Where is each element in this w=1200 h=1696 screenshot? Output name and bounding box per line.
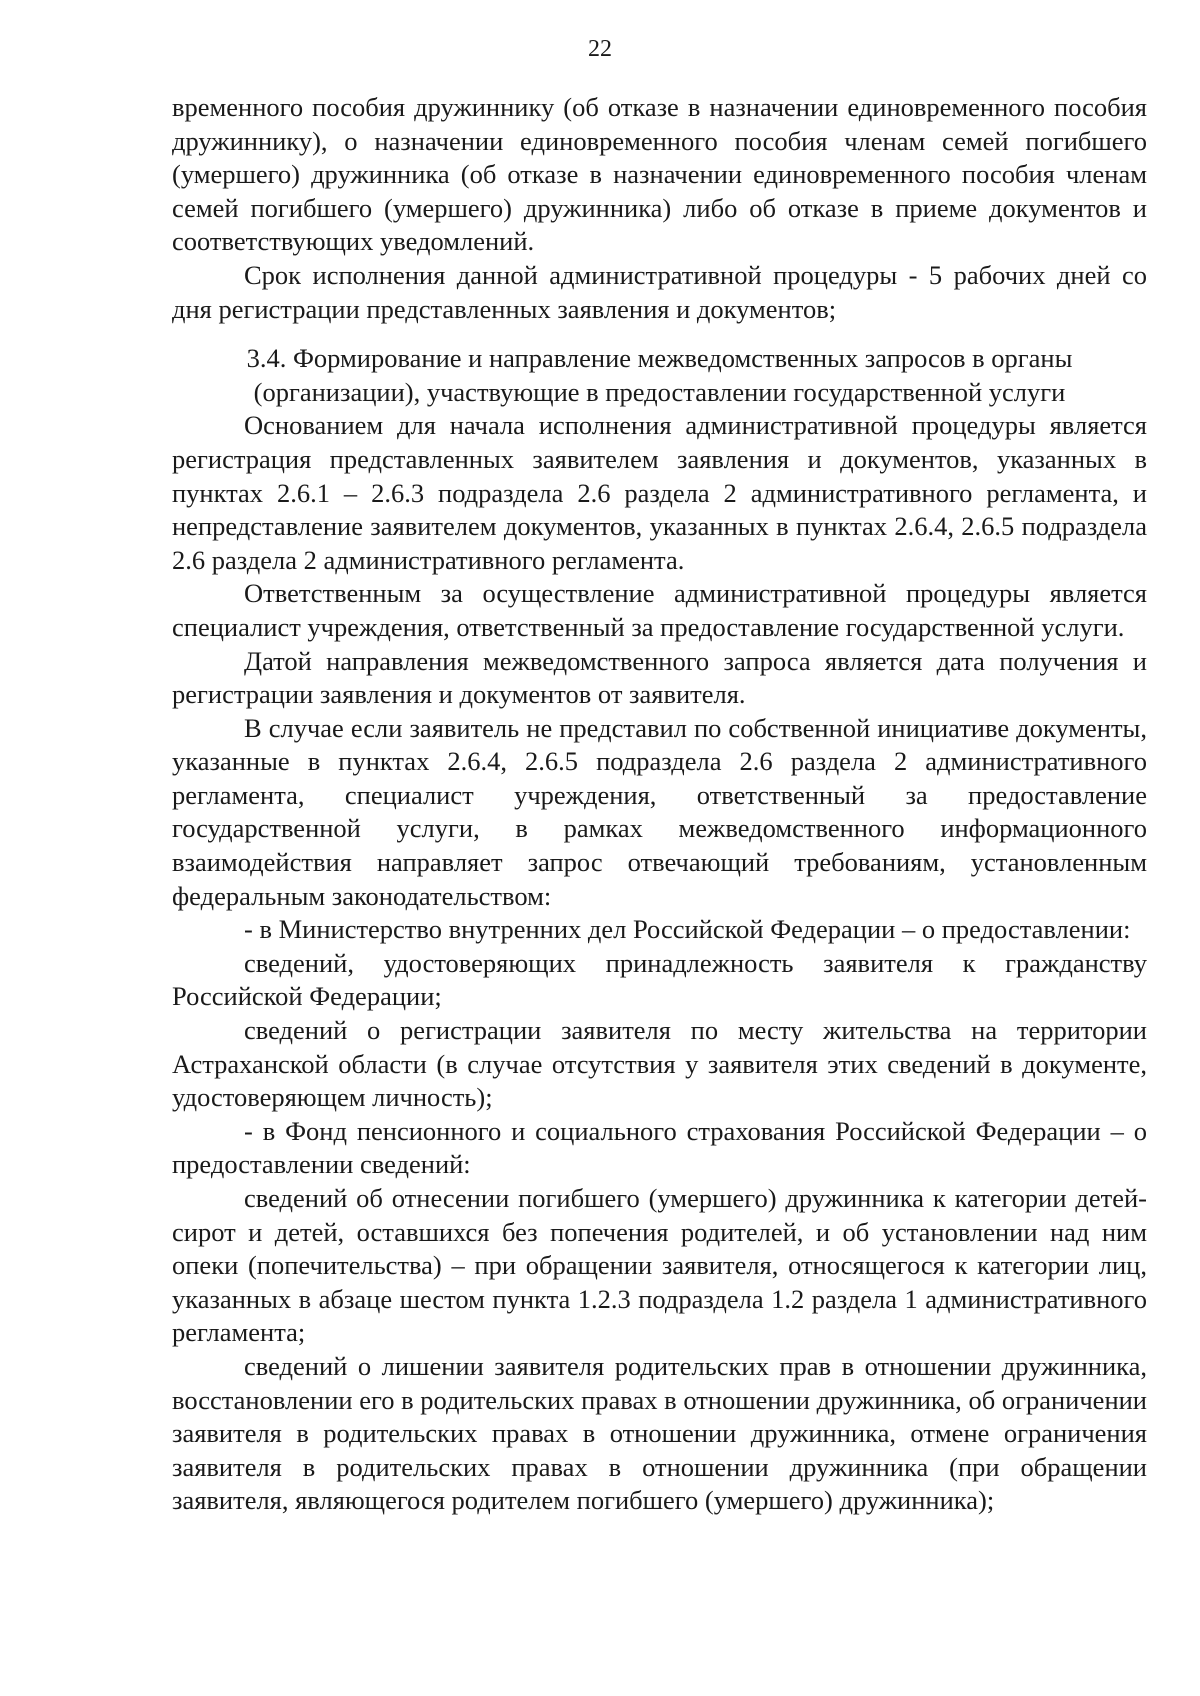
paragraph: В случае если заявитель не представил по собственной инициативе документы, указанные в пунктах 2.6.4, 2.6.5 подраздела 2.6 раздела 2 административного регламента, специалист учреждения, ответственный за предоставление государственной услуги, в рамках межведомственного информационного взаимодействия направляет запрос отвечающий требованиям, установленным федеральным законодательством:	[172, 712, 1147, 911]
paragraph: Срок исполнения данной административной процедуры - 5 рабочих дней со дня регистрации представленных заявления и документов;	[172, 259, 1147, 324]
paragraph: Основанием для начала исполнения административной процедуры является регистрация представленных заявителем заявления и документов, указанных в пунктах 2.6.1 – 2.6.3 подраздела 2.6 раздела 2 административного регламента, и непредставление заявителем документов, указанных в пунктах 2.6.4, 2.6.5 подраздела 2.6 раздела 2 административного регламента.	[172, 410, 1147, 575]
paragraph: Ответственным за осуществление административной процедуры является специалист учреждения, ответственный за предоставление государственной услуги.	[172, 578, 1147, 642]
document-body	[172, 91, 1147, 1518]
paragraph: Датой направления межведомственного запроса является дата получения и регистрации заявления и документов от заявителя.	[172, 645, 1147, 710]
page-number: 22	[588, 36, 612, 62]
list-item: сведений о регистрации заявителя по месту жительства на территории Астраханской области (в случае отсутствия у заявителя этих сведений в документе, удостоверяющем личность);	[172, 1015, 1147, 1113]
section-heading: 3.4. Формирование и направление межведомственных запросов в органы (организации), участвующие в предоставлении государственной услуги	[246, 343, 1073, 407]
list-item: сведений о лишении заявителя родительских прав в отношении дружинника, восстановлении его в родительских правах в отношении дружинника, об ограничении заявителя в родительских правах в отношении дружинника, отмене ограничения заявителя в родительских правах в отношении дружинника (при обращении заявителя, являющегося родителем погибшего (умершего) дружинника);	[172, 1350, 1147, 1516]
list-item: сведений об отнесении погибшего (умершего) дружинника к категории детей-сирот и детей, оставшихся без попечения родителей, и об установлении над ним опеки (попечительства) – при обращении заявителя, относящегося к категории лиц, указанных в абзаце шестом пункта 1.2.3 подраздела 1.2 раздела 1 административного регламента;	[172, 1183, 1147, 1348]
list-item: сведений, удостоверяющих принадлежность заявителя к гражданству Российской Федерации;	[172, 947, 1147, 1012]
list-item: - в Министерство внутренних дел Российской Федерации – о предоставлении:	[244, 914, 1131, 945]
list-item: - в Фонд пенсионного и социального страхования Российской Федерации – о предоставлении сведений:	[172, 1115, 1147, 1180]
paragraph: временного пособия дружиннику (об отказе в назначении единовременного пособия дружиннику), о назначении единовременного пособия членам семей погибшего (умершего) дружинника (об отказе в назначении единовременного пособия членам семей погибшего (умершего) дружинника) либо об отказе в приеме документов и соответствующих уведомлений.	[172, 92, 1147, 257]
